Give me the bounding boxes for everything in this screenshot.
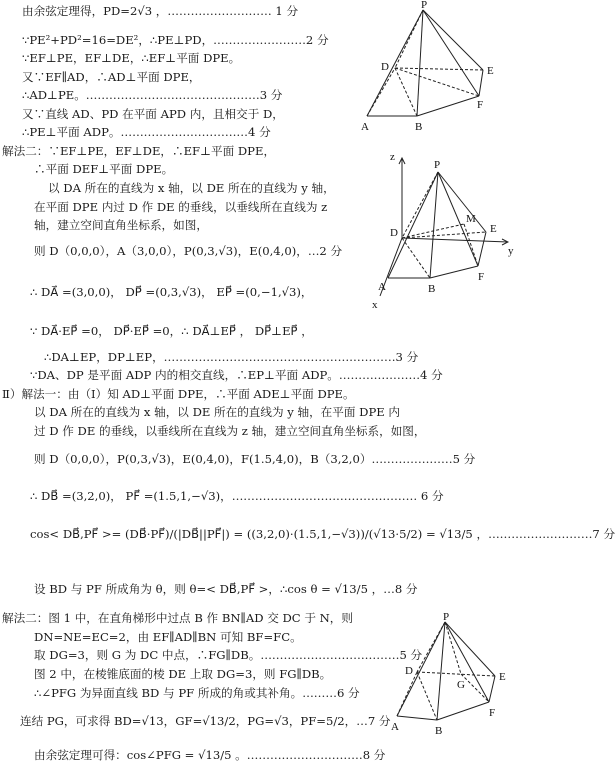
text-line: 取 DG=3，则 G 为 DC 中点，∴FG∥DB。………………………………5 分 [34,648,423,662]
text-line: 又∵EF∥AD，∴AD⊥平面 DPE， [22,70,201,84]
text-line: 设 BD 与 PF 所成角为 θ，则 θ=< DB⃗,PF⃗ >，∴cos θ = √13/5 ，…8 分 [34,582,418,596]
text-line: 过 D 作 DE 的垂线，以垂线所在直线为 z 轴，建立空间直角坐标系，如图， [34,424,426,438]
text-line: ∴ DA⃗ =(3,0,0)， DP⃗ =(0,3,√3)， EP⃗ =(0,−1,√3)， [30,285,313,299]
text-line: 解法二：图 1 中，在直角梯形中过点 B 作 BN∥AD 交 DC 于 N，则 [2,611,353,625]
text-line: 以 DA 所在的直线为 x 轴，以 DE 所在的直线为 y 轴，在平面 DPE 内 [34,405,400,419]
text-line: 在平面 DPE 内过 D 作 DE 的垂线，以垂线所在直线为 z [34,200,328,214]
text-line: Ⅱ）解法一：由（Ⅰ）知 AD⊥平面 DPE，∴平面 ADE⊥平面 DPE。 [2,387,355,401]
fig-label: P [421,0,428,11]
text-line: ∴AD⊥PE。………………………………………3 分 [22,88,283,102]
text-line: ∴平面 DEF⊥平面 DPE。 [34,162,174,176]
text-line: 以 DA 所在的直线为 x 轴，以 DE 所在的直线为 y 轴， [48,181,335,195]
text-line: 又∵直线 AD、PD 在平面 APD 内，且相交于 D， [22,107,284,121]
text-line: 轴，建立空间直角坐标系，如图， [34,218,208,232]
text-line: ∴ DB⃗ =(3,2,0)， PF⃗ =(1.5,1,−√3)，………………………………………… 6 分 [30,489,444,503]
fig-label: B [435,725,443,737]
fig-label: A [391,721,399,733]
fig-label: F [477,99,484,111]
fig-label: z [390,151,395,163]
fig-label: F [478,271,485,283]
fig-label: F [489,707,496,719]
pyramid-figure-2-coordinates [368,150,516,310]
text-line: ∴PE⊥平面 ADP。……………………………4 分 [22,125,271,139]
fig-label: E [490,223,497,235]
text-line: 则 D（0,0,0），P(0,3,√3)，E(0,4,0)，F(1.5,4,0)，B（3,2,0）…………………5 分 [34,452,476,466]
text-line: 则 D（0,0,0），A（3,0,0），P(0,3,√3)，E(0,4,0)，…2 分 [34,244,343,258]
fig-label: B [428,283,436,295]
fig-label: E [499,671,506,683]
text-line: ∵EF⊥PE，EF⊥DE，∴EF⊥平面 DPE。 [22,51,241,65]
fig-label: y [508,245,514,257]
fig-label: A [378,281,386,293]
fig-label: M [466,213,476,225]
pyramid-figure-3 [385,612,515,740]
text-line: 由余弦定理可得：cos∠PFG = √13/5 。…………………………8 分 [34,748,386,762]
text-line: ∴∠PFG 为异面直线 BD 与 PF 所成的角或其补角。………6 分 [34,686,360,700]
fig-label: D [405,665,413,677]
fig-label: A [361,121,369,133]
text-line: ∴DA⊥EP，DP⊥EP，……………………………………………………3 分 [44,350,419,364]
text-line: cos< DB⃗,PF⃗ >= (DB⃗·PF⃗)/(|DB⃗||PF⃗|) = ((3,2,0)·(1.5,1,−√3))/(√13·5/2) = √13/5 ，………………………7 分 [30,527,615,541]
fig-label: B [415,121,423,133]
fig-label: G [457,679,465,691]
text-line: 解法二：∵EF⊥PE，EF⊥DE，∴EF⊥平面 DPE， [2,144,276,158]
text-line: 图 2 中，在棱锥底面的棱 DE 上取 DG=3，则 FG∥DB。 [34,667,332,681]
text-line: ∵PE²+PD²=16=DE²，∴PE⊥PD，……………………2 分 [22,33,329,47]
fig-label: D [381,61,389,73]
text-line: 由余弦定理得，PD=2√3 ，……………………… 1 分 [22,4,299,18]
fig-label: P [434,159,441,171]
fig-label: x [372,299,378,311]
text-line: ∵ DA⃗·EP⃗ =0， DP⃗·EP⃗ =0，∴ DA⃗⊥EP⃗ ， DP⃗⊥EP⃗ ， [30,324,313,338]
fig-label: P [443,611,450,623]
fig-label: D [390,227,398,239]
text-line: 连结 PG，可求得 BD=√13，GF=√13/2，PG=√3，PF=5/2，…7 分 [20,714,391,728]
fig-label: E [487,65,494,77]
pyramid-figure-1 [355,0,505,140]
text-line: DN=NE=EC=2，由 EF∥AD∥BN 可知 BF=FC。 [34,630,302,644]
text-line: ∵DA、DP 是平面 ADP 内的相交直线，∴EP⊥平面 ADP。…………………4 分 [30,368,443,382]
